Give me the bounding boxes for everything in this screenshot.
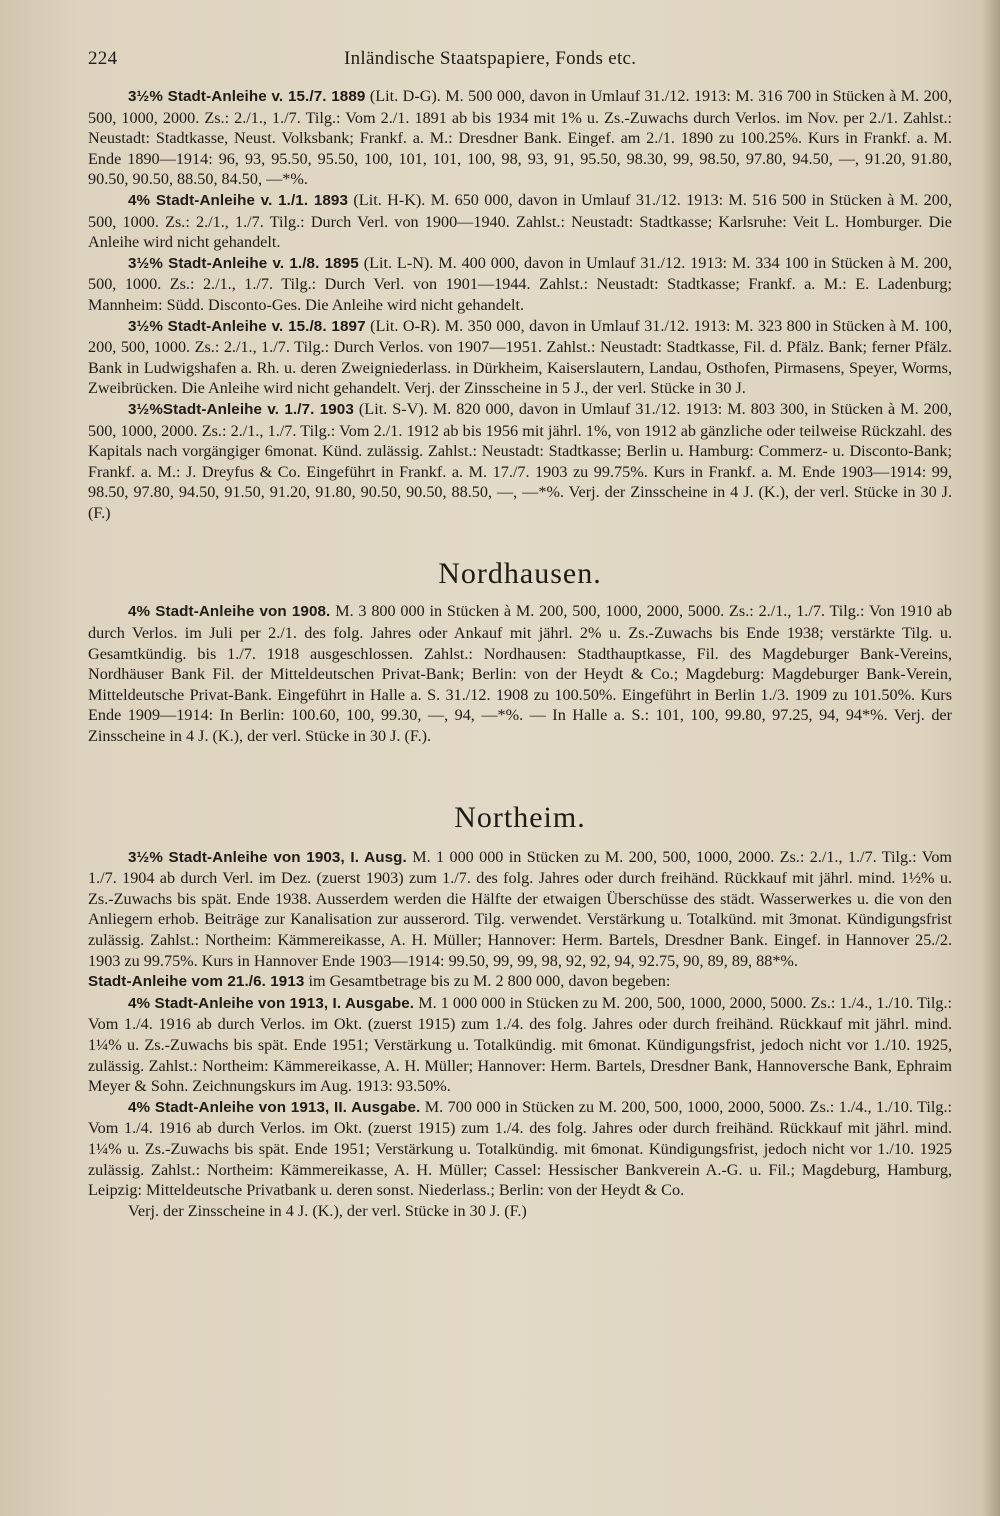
bond-entry — [88, 971, 952, 993]
bond-text: Verj. der Zinsscheine in 4 J. (K.), der verl. Stücke in 30 J. (F.) — [128, 1201, 527, 1220]
bond-entry — [88, 253, 952, 316]
bond-text: (Lit. H-K). M. 650 000, davon in Umlauf 31./12. 1913: M. 516 500 in Stücken à M. 200, 500, 1000. Zs.: 2./1., 1./7. Tilg.: Durch Verl. von 1900—1940. Zahlst.: Neustadt: Stadtkasse; Karlsruhe: Veit L. Homburger. Die Anleihe wird nicht gehandelt. — [88, 190, 952, 252]
bond-entry — [88, 1201, 952, 1223]
bond-text: M. 3 800 000 in Stücken à M. 200, 500, 1000, 2000, 5000. Zs.: 2./1., 1./7. Tilg.: Von 1910 ab durch Verlos. im Juli per 2./1. des folg. Jahres oder Ankauf mit jährl. 2% u. Zs.-Zuwachs bis Ende 1938; verstärkte Tilg. u. Gesamtkündig. bis 1./7. 1918 ausgeschlossen. Zahlst.: Nordhausen: Stadthauptkasse, Fil. des Magdeburger Bank-Vereins, Nordhäuser Bank Fil. der Mitteldeutschen Privat-Bank; Berlin: von der Heydt & Co.; Magdeburg: Magdeburger Bank-Verein, Mitteldeutsche Privat-Bank. Eingeführt in Halle a. S. 31./12. 1908 zu 100.50%. Eingeführt in Berlin 1./3. 1909 zu 101.50%. Kurs Ende 1909—1914: In Berlin: 100.60, 100, 99.30, —, 94, —*%. — In Halle a. S.: 101, 100, 99.80, 97.25, 94, 94*%. Verj. der Zinsscheine in 4 J. (K.), der verl. Stücke in 30 J. (F.). — [88, 602, 953, 746]
bond-entry — [88, 190, 952, 253]
bond-entry — [88, 601, 952, 746]
bond-title: 4% Stadt-Anleihe von 1913, II. Ausgabe. — [128, 1098, 421, 1116]
bond-title: 3½%Stadt-Anleihe v. 1./7. 1903 — [128, 400, 354, 418]
bond-title: 3½% Stadt-Anleihe v. 15./8. 1897 — [128, 317, 366, 335]
bond-title: 4% Stadt-Anleihe v. 1./1. 1893 — [128, 191, 349, 209]
bond-title: Stadt-Anleihe vom 21./6. 1913 — [88, 973, 305, 991]
section-northeim — [88, 801, 952, 1223]
bond-title: 4% Stadt-Anleihe von 1913, I. Ausgabe. — [128, 994, 415, 1012]
bond-text: im Gesamtbetrage bis zu M. 2 800 000, davon begeben: — [308, 972, 671, 991]
bond-entry — [88, 993, 952, 1097]
page-edge-shadow — [982, 0, 1000, 1516]
page-number: 224 — [88, 48, 118, 69]
bond-text: M. 1 000 000 in Stücken zu M. 200, 500, 1000, 2000, 5000. Zs.: 1./4., 1./10. Tilg.: Vom 1./4. 1916 ab durch Verlos. im Okt. (zuerst 1915) zum 1./4. des folg. Jahres oder durch freihänd. Rückkauf mit jährl. mind. 1¼% u. Zs.-Zuwachs bis spät. Ende 1951; Verstärkung u. Totalkündig. mit 6monat. Kündigungsfrist, jedoch nicht vor 1./10. 1925, zulässig. Zahlst.: Northeim: Kämmereikasse, A. H. Müller; Hannover: Herm. Bartels, Dresdner Bank, Hannoversche Bank, Ephraim Meyer & Sohn. Zeichnungskurs im Aug. 1913: 93.50%. — [88, 993, 952, 1096]
bond-entry — [88, 316, 952, 399]
bond-entry — [88, 847, 952, 972]
bond-entry — [88, 1097, 952, 1201]
bond-text: (Lit. L-N). M. 400 000, davon in Umlauf 31./12. 1913: M. 334 100 in Stücken à M. 200, 500, 1000. Zs.: 2./1., 1./7. Tilg.: Durch Verl. von 1901—1944. Zahlst.: Neustadt: Stadtkasse; Frankf. a. M.: E. Ladenburg; Mannheim: Südd. Disconto-Ges. Die Anleihe wird nicht gehandelt. — [88, 253, 952, 314]
bond-text: (Lit. O-R). M. 350 000, davon in Umlauf 31./12. 1913: M. 323 800 in Stücken à M. 100, 200, 500, 1000. Zs.: 2./1., 1./7. Tilg.: Durch Verlos. von 1907—1951. Zahlst.: Neustadt: Stadtkasse, Fil. d. Pfälz. Bank; ferner Pfälz. Bank in Ludwigshafen a. Rh. u. deren Zweigniederlass. in Dürkheim, Kaiserslautern, Landau, Osthofen, Pirmasens, Speyer, Worms, Zweibrücken. Die Anleihe wird nicht gehandelt. Verj. der Zinsscheine in 5 J., der verl. Stücke in 30 J. — [88, 316, 953, 398]
bond-text: M. 1 000 000 in Stücken zu M. 200, 500, 1000, 2000. Zs.: 2./1., 1./7. Tilg.: Vom 1./7. 1904 ab durch Verl. im Dez. (zuerst 1903) zum 1./7. des folg. Jahres oder durch freihänd. Rückkauf mit jährl. mind. 1½% u. Zs.-Zuwachs bis spät. Ende 1938. Ausserdem werden die Hälfte der etwaigen Überschüsse des städt. Wasserwerkes u. die von den Anliegern erhob. Beiträge zur Kanalisation zur ausserord. Tilg. verwendet. Verstärkung u. Totalkünd. mit 3monat. Kündigungsfrist zulässig. Zahlst.: Northeim: Kämmereikasse, A. H. Müller; Hannover: Herm. Bartels, Dresdner Bank. Eingef. in Hannover 25./2. 1903 zu 99.75%. Kurs in Hannover Ende 1903—1914: 99.50, 99, 99, 98, 92, 92, 94, 92.75, 90, 89, 89, 88*%. — [88, 847, 953, 970]
bond-title: 3½% Stadt-Anleihe von 1903, I. Ausg. — [128, 848, 407, 866]
city-heading: Nordhausen. — [438, 557, 602, 591]
running-title: Inländische Staatspapiere, Fonds etc. — [344, 48, 637, 69]
bond-title: 3½% Stadt-Anleihe v. 15./7. 1889 — [128, 88, 366, 105]
bond-entry — [88, 399, 952, 524]
city-heading: Northeim. — [454, 800, 586, 834]
bond-text: (Lit. D-G). M. 500 000, davon in Umlauf 31./12. 1913: M. 316 700 in Stücken à M. 200, 500, 1000, 2000. Zs.: 2./1., 1./7. Tilg.: Vom 2./1. 1891 ab bis 1934 mit 1% u. Zs.-Zuwachs durch Verlos. im Nov. per 2./1. Zahlst.: Neustadt: Stadtkasse, Neust. Volksbank; Frankf. a. M.: Dresdner Bank. Eingef. am 2./1. 1890 zu 100.25%. Kurs in Frankf. a. M. Ende 1890—1914: 96, 93, 95.50, 95.50, 100, 101, 101, 100, 98, 93, 91, 95.50, 98.30, 99, 98.50, 97.80, 94.50, —, 91.20, 91.80, 90.50, 90.50, 88.50, 84.50, —*%. — [88, 87, 952, 189]
bond-text: (Lit. S-V). M. 820 000, davon in Umlauf 31./12. 1913: M. 803 300, in Stücken à M. 200, 500, 1000, 2000. Zs.: 2./1., 1./7. Tilg.: Vom 2./1. 1912 ab bis 1956 mit jährl. 1%, von 1912 ab gänzliche oder teilweise Rückzahl. des Kapitals nach vorgängiger 6monat. Künd. zulässig. Zahlst.: Neustadt: Stadtkasse; Berlin u. Hamburg: Commerz- u. Disconto-Bank; Frankf. a. M.: J. Dreyfus & Co. Eingeführt in Frankf. a. M. 17./7. 1903 zu 99.75%. Kurs in Frankf. a. M. Ende 1903—1914: 99, 98.50, 97.80, 94.50, 91.50, 91.20, 91.80, 90.50, 90.50, 88.50, —, —*%. Verj. der Zinsscheine in 4 J. (K.), der verl. Stücke in 30 J. (F.) — [88, 399, 953, 522]
section-nordhausen — [88, 557, 952, 746]
bond-text: M. 700 000 in Stücken zu M. 200, 500, 1000, 2000, 5000. Zs.: 1./4., 1./10. Tilg.: Vom 1./4. 1916 ab durch Verlos. im Okt. (zuerst 1915) zum 1./4. des folg. Jahres oder durch freihänd. Rückkauf mit jährl. mind. 1¼% u. Zs.-Zuwachs bis spät. Ende 1951; Verstärkung u. Totalkündig. mit 6monat. Kündigungsfrist, jedoch nicht vor 1./10. 1925 zulässig. Zahlst.: Northeim: Kämmereikasse, A. H. Müller; Cassel: Hessischer Bankverein A.-G. u. Fil.; Magdeburg, Hamburg, Leipzig: Mitteldeutsche Privatbank u. deren sonst. Niederlass.; Berlin: von der Heydt & Co. — [88, 1097, 952, 1200]
bond-entry — [88, 86, 952, 190]
bond-title: 3½% Stadt-Anleihe v. 1./8. 1895 — [128, 254, 359, 272]
section-neustadt-continued — [88, 86, 952, 523]
bond-title: 4% Stadt-Anleihe von 1908. — [128, 603, 331, 621]
running-head — [88, 46, 952, 86]
